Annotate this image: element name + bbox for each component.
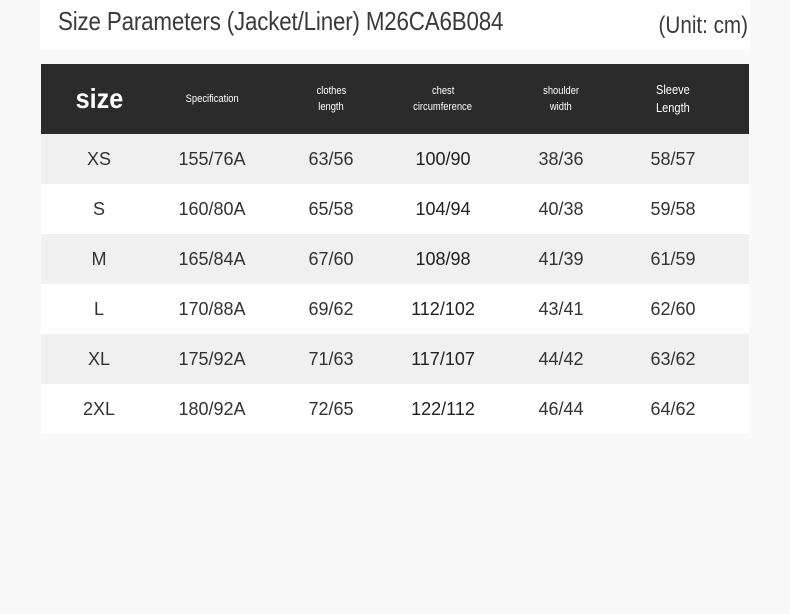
table-row: [41, 284, 749, 334]
cell-size: XL: [87, 348, 111, 369]
size-table: [41, 64, 749, 434]
column-header-size: [41, 64, 157, 134]
table-header-row: [41, 64, 749, 134]
cell-shoulder-width: 43/41: [538, 298, 584, 319]
cell-specification: 160/80A: [178, 198, 246, 219]
cell-sleeve-length: 58/57: [650, 148, 696, 169]
column-header-label-line2: length: [318, 101, 344, 113]
cell-spacer: [715, 234, 749, 284]
cell-shoulder-width: 41/39: [538, 248, 584, 269]
cell-clothes-length: 63/56: [308, 148, 354, 169]
cell-size: S: [92, 198, 105, 219]
page-title: Size Parameters (Jacket/Liner) M26CA6B084: [58, 6, 504, 36]
cell-size: M: [91, 248, 107, 269]
cell-sleeve-length: 59/58: [650, 198, 696, 219]
column-header-label-line2: circumference: [413, 101, 473, 113]
cell-chest-circumference: 108/98: [415, 248, 471, 269]
table-row: [41, 334, 749, 384]
cell-chest-circumference: 122/112: [411, 398, 475, 419]
cell-size: XS: [86, 148, 111, 169]
column-header-chest-circumference: [395, 64, 491, 134]
cell-specification: 175/92A: [178, 348, 246, 369]
column-header-label-line2: width: [550, 101, 572, 113]
column-header-clothes-length: [267, 64, 395, 134]
unit-label: (Unit: cm): [658, 12, 748, 39]
table-row: [41, 384, 749, 434]
column-header-label-line1: shoulder: [543, 85, 579, 97]
table-row: [41, 234, 749, 284]
cell-clothes-length: 67/60: [308, 248, 354, 269]
cell-size: L: [93, 298, 104, 319]
cell-clothes-length: 72/65: [308, 398, 354, 419]
cell-sleeve-length: 61/59: [650, 248, 696, 269]
cell-spacer: [715, 384, 749, 434]
cell-clothes-length: 65/58: [308, 198, 354, 219]
cell-shoulder-width: 40/38: [538, 198, 584, 219]
cell-clothes-length: 69/62: [308, 298, 354, 319]
cell-shoulder-width: 44/42: [538, 348, 584, 369]
table-row: [41, 184, 749, 234]
cell-spacer: [715, 184, 749, 234]
column-header-specification: [157, 64, 267, 134]
table-row: [41, 134, 749, 184]
column-header-label: Specification: [185, 93, 239, 105]
cell-clothes-length: 71/63: [308, 348, 354, 369]
column-header-shoulder-width: [491, 64, 631, 134]
cell-chest-circumference: 117/107: [411, 348, 475, 369]
column-header-label-line2: Length: [656, 100, 690, 115]
cell-size: 2XL: [82, 398, 116, 419]
cell-shoulder-width: 38/36: [538, 148, 584, 169]
cell-spacer: [715, 134, 749, 184]
cell-specification: 165/84A: [178, 248, 246, 269]
cell-chest-circumference: 100/90: [415, 148, 471, 169]
cell-chest-circumference: 112/102: [411, 298, 475, 319]
cell-chest-circumference: 104/94: [415, 198, 471, 219]
cell-specification: 180/92A: [178, 398, 246, 419]
cell-shoulder-width: 46/44: [538, 398, 584, 419]
cell-sleeve-length: 62/60: [650, 298, 696, 319]
column-header-sleeve-length: [631, 64, 715, 134]
cell-specification: 155/76A: [178, 148, 246, 169]
column-header-spacer: [715, 64, 749, 134]
column-header-label-line1: Sleeve: [656, 82, 690, 97]
column-header-label-line1: chest: [431, 85, 455, 97]
cell-spacer: [715, 284, 749, 334]
cell-sleeve-length: 64/62: [650, 398, 696, 419]
cell-spacer: [715, 334, 749, 384]
column-header-label: size: [75, 83, 123, 114]
column-header-label-line1: clothes: [316, 85, 346, 97]
cell-sleeve-length: 63/62: [650, 348, 696, 369]
cell-specification: 170/88A: [178, 298, 246, 319]
